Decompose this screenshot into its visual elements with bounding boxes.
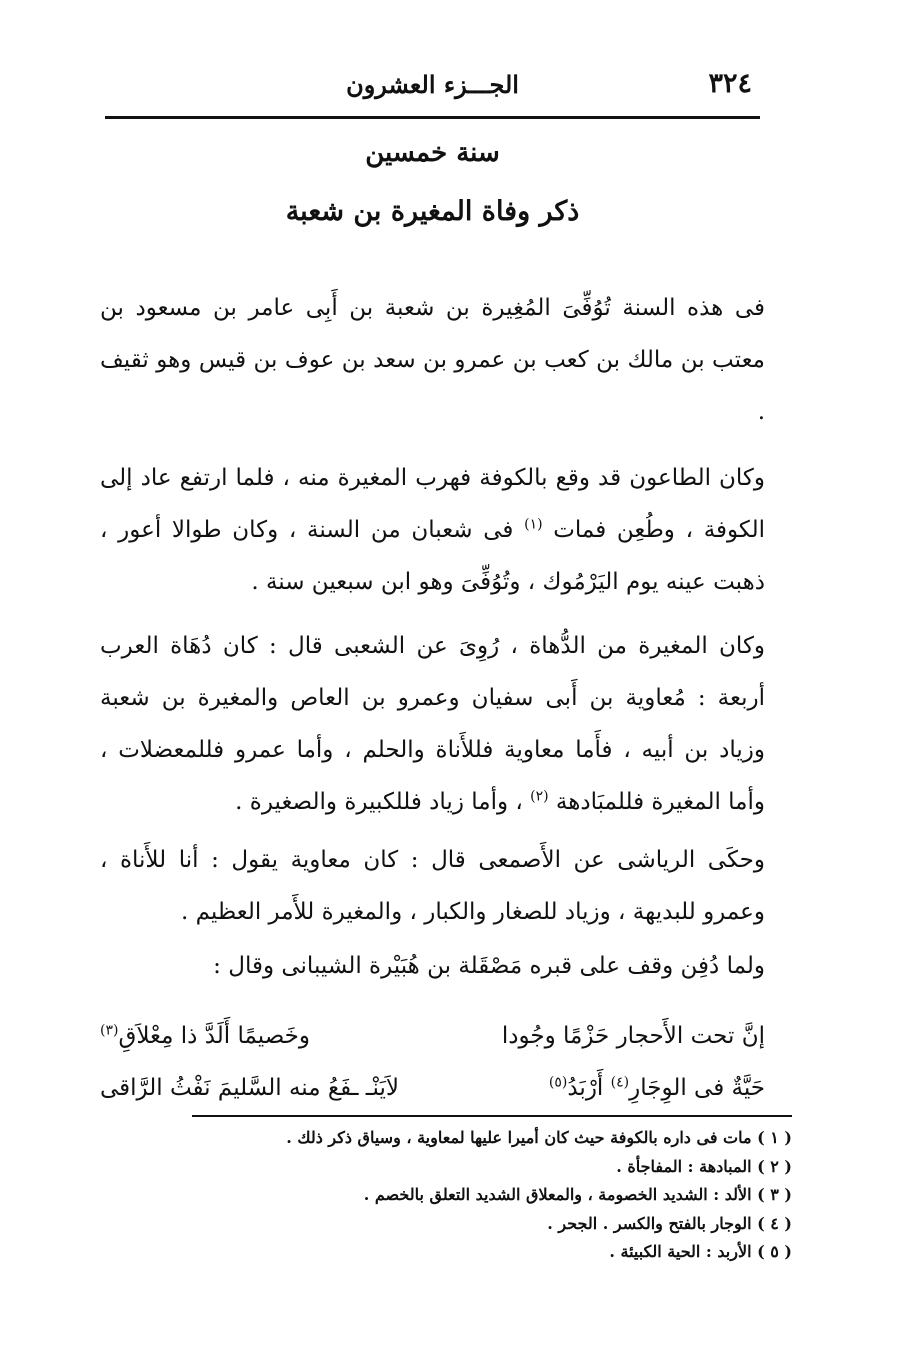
footnote-divider — [192, 1115, 792, 1117]
paragraph-text: وكان المغيرة من الدُّهاة ، رُوِىَ عن الشعبى قال : كان دُهَاة العرب أربعة : مُعاوية بن أَبى سفيان وعمرو بن العاص والمغيرة بن شعبة وزياد بن أبيه ، فأَما معاوية فللأَناة والحلم ، وأما عمرو فللمعضلات ، وأما المغيرة فللمبَادهة — [100, 633, 765, 815]
paragraph-lineage — [100, 282, 765, 438]
verse-hemistich: لاَيَنْـ ـفَعُ منه السَّليمَ نَفْثُ الرَّاقى — [100, 1075, 399, 1101]
footnote-mark-5: (٥) — [548, 1074, 568, 1091]
paragraph-text: وحكَى الرياشى عن الأَصمعى قال : كان معاوية يقول : أنا للأَناة ، وعمرو للبديهة ، وزياد للصغار والكبار ، والمغيرة للأَمر العظيم . — [100, 847, 765, 925]
verse-hemistich: إنَّ تحت الأَحجار حَزْمًا وجُودا — [501, 1023, 765, 1049]
footnote-1: ( ١ ) مات فى داره بالكوفة حيث كان أميرا عليها لمعاوية ، وسياق ذكر ذلك . — [286, 1128, 792, 1147]
paragraph-text: فى هذه السنة تُوُفِّىَ المُغِيرة بن شعبة بن أَبِى عامر بن مسعود بن معتب بن مالك بن كعب بن عمرو بن سعد بن عوف بن قيس وهو ثقيف . — [100, 295, 765, 425]
paragraph-text: فى شعبان من السنة ، وكان طوالا أعور ، ذهبت عينه يوم اليَرْمُوك ، وتُوُفِّىَ وهو ابن سبعين سنة . — [100, 517, 765, 595]
footnote-mark-4: (٤) — [610, 1074, 630, 1091]
footnote-mark-2: (٢) — [530, 788, 549, 805]
paragraph-text: ولما دُفِن وقف على قبره مَصْقَلة بن هُبَيْرة الشيبانى وقال : — [213, 953, 765, 979]
verse-text: أَرْبَدُ — [567, 1075, 604, 1101]
verse-line — [100, 1062, 765, 1114]
footnote-4: ( ٤ ) الوجار بالفتح والكسر . الجحر . — [547, 1213, 792, 1233]
verse-text: وخَصيمًا أَلَدَّ ذا مِعْلاَقِ — [118, 1023, 311, 1049]
verse-hemistich — [100, 1010, 310, 1062]
footnote-2: ( ٢ ) المبادهة : المفاجأة . — [616, 1156, 792, 1176]
footnote-mark-3: (٣) — [100, 1022, 119, 1039]
paragraph-plague — [100, 452, 765, 608]
footnote-3: ( ٣ ) الألد : الشديد الخصومة ، والمعلاق الشديد التعلق بالخصم . — [363, 1185, 792, 1204]
paragraph-text: وكان الطاعون قد وقع بالكوفة فهرب المغيرة منه ، فلما ارتفع عاد إلى الكوفة ، وطُعِن فمات — [100, 465, 766, 543]
paragraph-burial — [100, 940, 765, 992]
verse-hemistich — [549, 1062, 765, 1114]
main-text — [100, 282, 765, 992]
paragraph-cunning — [100, 620, 765, 828]
poem — [100, 1010, 765, 1114]
running-head: الجـــزء العشرون — [346, 70, 519, 99]
verse-line — [100, 1010, 765, 1062]
verse-text: حَيَّةٌ فى الوِجَارِ — [629, 1075, 765, 1101]
footnotes — [137, 1124, 792, 1267]
page-header — [105, 60, 760, 119]
year-heading: سنة خمسين — [365, 138, 500, 168]
footnote-5: ( ٥ ) الأربد : الحية الكبيئة . — [609, 1242, 792, 1261]
page-number: ٣٢٤ — [708, 68, 752, 99]
footnote-mark-1: (١) — [524, 516, 543, 533]
paragraph-asmai — [100, 834, 765, 938]
paragraph-text: ، وأما زياد فللكبيرة والصغيرة . — [235, 789, 523, 815]
section-heading: ذكر وفاة المغيرة بن شعبة — [285, 196, 580, 227]
